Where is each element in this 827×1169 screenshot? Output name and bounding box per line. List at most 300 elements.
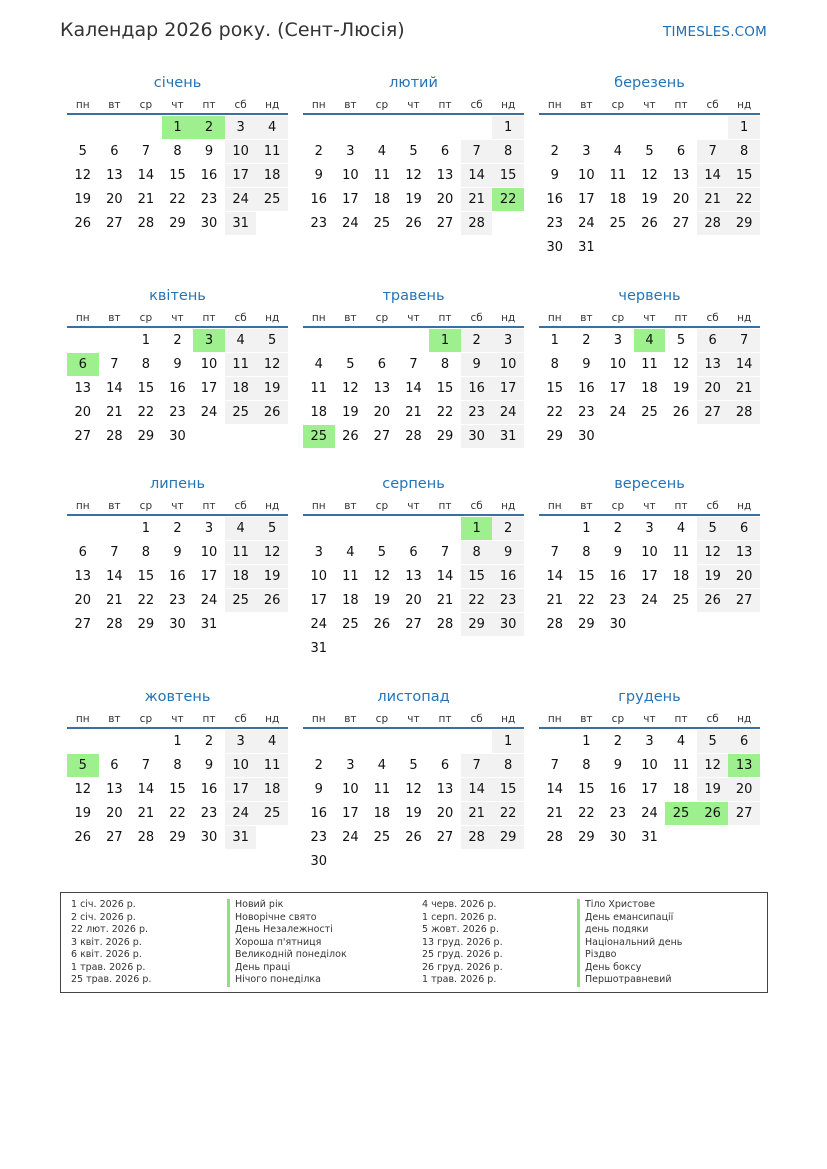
day-cell: 12 (256, 541, 288, 564)
month-10 (67, 687, 288, 850)
empty-cell (697, 116, 729, 139)
day-cell: 13 (697, 353, 729, 376)
day-cell: 3 (645, 521, 654, 536)
empty-cell (429, 517, 461, 540)
page-title: Календар 2026 року. (Сент-Люсія) (60, 19, 405, 41)
day-cell: 28 (697, 212, 729, 235)
day-cell: 28 (106, 429, 123, 444)
legend-date: 22 лют. 2026 р. (71, 924, 148, 935)
day-cell: 26 (74, 830, 92, 845)
day-cell: 30 (609, 617, 627, 632)
day-cell: 9 (314, 782, 323, 797)
day-cell: 13 (436, 168, 454, 183)
weekday-label: нд (501, 713, 516, 725)
day-cell: 12 (697, 541, 729, 564)
holiday-day-cell: 3 (193, 329, 225, 352)
day-cell: 3 (346, 144, 355, 159)
day-cell: 13 (74, 381, 92, 396)
legend-names-col-2 (577, 899, 682, 987)
weekday-label: пт (674, 99, 688, 111)
day-cell: 16 (310, 806, 328, 821)
weekday-label: нд (737, 500, 752, 512)
day-cell: 7 (550, 545, 559, 560)
day-cell: 14 (546, 569, 564, 584)
empty-cell (130, 730, 162, 753)
day-cell: 26 (405, 216, 422, 231)
day-cell: 19 (405, 806, 422, 821)
day-cell: 10 (492, 353, 524, 376)
legend-date: 6 квіт. 2026 р. (71, 949, 142, 960)
day-cell: 27 (74, 429, 92, 444)
day-cell: 22 (169, 806, 186, 821)
weekday-label: чт (407, 99, 420, 111)
day-cell: 16 (546, 192, 564, 207)
empty-cell (366, 730, 398, 753)
day-cell: 26 (256, 589, 288, 612)
day-cell: 8 (728, 140, 760, 163)
weekday-label: сб (470, 500, 483, 512)
day-cell: 8 (582, 545, 591, 560)
day-cell: 5 (409, 758, 418, 773)
day-cell: 6 (78, 545, 87, 560)
day-cell: 29 (461, 613, 493, 636)
day-cell: 10 (200, 545, 218, 560)
day-cell: 28 (546, 830, 564, 845)
day-cell: 13 (74, 569, 92, 584)
legend-holiday-name: Першотравневий (577, 974, 682, 987)
weekday-label: вт (580, 312, 593, 324)
day-cell: 21 (405, 405, 422, 420)
day-cell: 15 (137, 381, 155, 396)
day-cell: 30 (310, 854, 328, 869)
weekday-label: ср (375, 312, 389, 324)
weekday-header (539, 712, 760, 729)
day-cell: 27 (373, 429, 391, 444)
day-cell: 18 (342, 593, 359, 608)
day-cell: 8 (173, 758, 182, 773)
day-cell: 12 (74, 168, 92, 183)
day-cell: 16 (200, 168, 218, 183)
month-name: серпень (382, 476, 445, 492)
weekday-label: пн (547, 99, 562, 111)
weekday-label: сб (706, 99, 719, 111)
day-cell: 14 (461, 778, 493, 801)
weekday-label: чт (643, 713, 656, 725)
weekday-label: вт (580, 99, 593, 111)
day-cell: 17 (342, 806, 359, 821)
day-cell: 26 (256, 401, 288, 424)
day-cell: 11 (256, 140, 288, 163)
empty-cell (539, 116, 571, 139)
weekday-label: пн (311, 99, 326, 111)
day-cell: 5 (697, 730, 729, 753)
legend-holiday-name: Нічого понеділка (227, 974, 347, 987)
holiday-day-cell: 4 (634, 329, 666, 352)
day-cell: 8 (141, 357, 151, 372)
day-cell: 19 (342, 405, 359, 420)
day-cell: 4 (613, 144, 623, 159)
weekday-header (303, 712, 524, 729)
day-cell: 25 (256, 188, 288, 211)
day-cell: 17 (200, 569, 218, 584)
day-cell: 6 (697, 329, 729, 352)
day-cell: 5 (676, 333, 686, 348)
day-cell: 8 (492, 754, 524, 777)
day-cell: 12 (641, 168, 658, 183)
weekday-header (67, 311, 288, 328)
day-cell: 19 (641, 192, 658, 207)
day-cell: 31 (578, 240, 595, 255)
day-cell: 10 (225, 140, 257, 163)
day-cell: 7 (728, 329, 760, 352)
empty-cell (366, 329, 398, 352)
month-name: квітень (149, 288, 206, 304)
empty-cell (602, 116, 634, 139)
day-cell: 22 (578, 806, 595, 821)
day-cell: 31 (225, 826, 257, 849)
empty-cell (398, 116, 430, 139)
day-cell: 13 (672, 168, 690, 183)
day-cell: 2 (492, 517, 524, 540)
empty-cell (67, 730, 99, 753)
day-cell: 7 (461, 140, 493, 163)
day-cell: 30 (492, 613, 524, 636)
day-cell: 24 (609, 405, 627, 420)
day-cell: 31 (310, 641, 328, 656)
day-cell: 26 (641, 216, 658, 231)
day-cell: 9 (550, 168, 559, 183)
empty-cell (130, 116, 162, 139)
weekday-label: пт (438, 713, 452, 725)
day-cell: 27 (106, 216, 123, 231)
weekday-label: пт (202, 713, 216, 725)
weekday-label: пт (438, 99, 452, 111)
month-7 (67, 474, 288, 637)
day-cell: 22 (169, 192, 186, 207)
day-cell: 17 (609, 381, 627, 396)
day-cell: 15 (728, 164, 760, 187)
day-cell: 19 (74, 192, 92, 207)
day-cell: 20 (697, 377, 729, 400)
day-cell: 23 (169, 405, 186, 420)
day-cell: 12 (373, 569, 391, 584)
day-cell: 27 (728, 802, 760, 825)
day-cell: 29 (492, 826, 524, 849)
day-cell: 8 (141, 545, 151, 560)
day-cell: 25 (256, 802, 288, 825)
empty-cell (366, 517, 398, 540)
day-cell: 22 (728, 188, 760, 211)
day-cell: 25 (373, 830, 391, 845)
day-cell: 11 (310, 381, 328, 396)
legend-date: 25 трав. 2026 р. (71, 974, 152, 985)
weekday-label: чт (407, 500, 420, 512)
day-cell: 17 (492, 377, 524, 400)
day-cell: 4 (377, 144, 387, 159)
day-cell: 19 (256, 377, 288, 400)
month-name: червень (618, 288, 681, 304)
day-cell: 8 (461, 541, 493, 564)
weekday-label: чт (407, 312, 420, 324)
weekday-label: нд (737, 312, 752, 324)
weekday-label: нд (737, 713, 752, 725)
weekday-header (303, 311, 524, 328)
empty-cell (335, 116, 367, 139)
weekday-label: чт (171, 500, 184, 512)
day-cell: 14 (106, 569, 123, 584)
weekday-label: пт (202, 312, 216, 324)
day-cell: 22 (137, 593, 155, 608)
day-cell: 13 (728, 541, 760, 564)
day-cell: 27 (106, 830, 123, 845)
day-cell: 16 (169, 569, 186, 584)
days-grid (67, 329, 288, 449)
day-cell: 11 (672, 545, 690, 560)
month-name: листопад (377, 689, 450, 705)
day-cell: 20 (728, 565, 760, 588)
day-cell: 1 (141, 333, 151, 348)
month-name: березень (614, 75, 685, 91)
weekday-label: ср (139, 713, 153, 725)
day-cell: 3 (582, 144, 591, 159)
day-cell: 5 (78, 144, 87, 159)
day-cell: 22 (546, 405, 564, 420)
day-cell: 26 (672, 405, 690, 420)
day-cell: 6 (676, 144, 686, 159)
day-cell: 28 (728, 401, 760, 424)
day-cell: 28 (461, 212, 493, 235)
weekday-label: вт (580, 713, 593, 725)
weekday-label: ср (611, 312, 625, 324)
day-cell: 22 (436, 405, 454, 420)
empty-cell (539, 730, 571, 753)
empty-cell (429, 116, 461, 139)
day-cell: 31 (200, 617, 218, 632)
day-cell: 26 (405, 830, 422, 845)
site-link[interactable]: TIMESLES.COM (663, 24, 767, 40)
weekday-label: нд (265, 500, 280, 512)
legend-holiday-name: Хороша п'ятниця (227, 937, 347, 950)
day-cell: 15 (169, 168, 186, 183)
day-cell: 28 (461, 826, 493, 849)
day-cell: 6 (728, 517, 760, 540)
day-cell: 12 (342, 381, 359, 396)
legend-date: 3 квіт. 2026 р. (71, 936, 142, 948)
day-cell: 14 (728, 353, 760, 376)
weekday-label: ср (375, 500, 389, 512)
day-cell: 2 (314, 758, 323, 773)
day-cell: 2 (461, 329, 493, 352)
empty-cell (335, 730, 367, 753)
day-cell: 29 (578, 617, 595, 632)
holiday-day-cell: 2 (193, 116, 225, 139)
day-cell: 3 (225, 116, 257, 139)
empty-cell (539, 517, 571, 540)
day-cell: 4 (346, 545, 355, 560)
day-cell: 19 (697, 778, 729, 801)
empty-cell (461, 116, 493, 139)
day-cell: 29 (578, 830, 595, 845)
legend-names-col-1 (227, 899, 347, 987)
day-cell: 11 (672, 758, 690, 773)
weekday-label: пн (311, 713, 326, 725)
day-cell: 1 (582, 734, 591, 749)
day-cell: 18 (225, 565, 257, 588)
day-cell: 11 (342, 569, 359, 584)
day-cell: 10 (310, 569, 328, 584)
days-grid (539, 730, 760, 850)
day-cell: 12 (405, 782, 422, 797)
holiday-day-cell: 25 (303, 425, 335, 448)
day-cell: 6 (440, 144, 450, 159)
weekday-label: пт (438, 312, 452, 324)
day-cell: 1 (492, 730, 524, 753)
day-cell: 27 (672, 216, 690, 231)
day-cell: 27 (405, 617, 422, 632)
day-cell: 8 (492, 140, 524, 163)
day-cell: 16 (609, 782, 627, 797)
day-cell: 9 (461, 353, 493, 376)
weekday-header (539, 311, 760, 328)
day-cell: 26 (74, 216, 92, 231)
day-cell: 20 (672, 192, 690, 207)
weekday-label: вт (344, 500, 357, 512)
day-cell: 24 (578, 216, 595, 231)
day-cell: 6 (728, 730, 760, 753)
day-cell: 18 (310, 405, 328, 420)
day-cell: 2 (204, 734, 214, 749)
empty-cell (429, 730, 461, 753)
weekday-label: нд (265, 312, 280, 324)
day-cell: 9 (173, 357, 182, 372)
legend-holiday-name: День праці (227, 962, 347, 975)
day-cell: 7 (141, 144, 151, 159)
day-cell: 10 (641, 758, 658, 773)
day-cell: 21 (137, 192, 155, 207)
weekday-label: ср (375, 713, 389, 725)
legend-date: 1 січ. 2026 р. (71, 899, 136, 910)
legend-holiday-name: День боксу (577, 962, 682, 975)
weekday-label: пт (438, 500, 452, 512)
day-cell: 18 (373, 192, 391, 207)
day-cell: 30 (169, 617, 186, 632)
day-cell: 2 (613, 521, 623, 536)
weekday-label: сб (470, 99, 483, 111)
day-cell: 22 (137, 405, 155, 420)
day-cell: 21 (461, 188, 493, 211)
legend-date: 13 груд. 2026 р. (422, 936, 503, 948)
day-cell: 11 (609, 168, 627, 183)
weekday-label: пн (311, 500, 326, 512)
day-cell: 24 (200, 593, 218, 608)
day-cell: 4 (225, 517, 257, 540)
day-cell: 20 (373, 405, 391, 420)
weekday-label: сб (470, 713, 483, 725)
day-cell: 18 (672, 782, 690, 797)
day-cell: 19 (373, 593, 391, 608)
day-cell: 17 (342, 192, 359, 207)
day-cell: 20 (74, 593, 92, 608)
day-cell: 9 (314, 168, 323, 183)
day-cell: 1 (492, 116, 524, 139)
weekday-label: вт (108, 312, 121, 324)
weekday-label: чт (171, 312, 184, 324)
weekday-label: нд (501, 99, 516, 111)
legend-holiday-name: Новорічне свято (227, 912, 347, 925)
holiday-day-cell: 13 (728, 754, 760, 777)
day-cell: 8 (440, 357, 450, 372)
day-cell: 6 (110, 144, 119, 159)
empty-cell (665, 116, 697, 139)
day-cell: 28 (546, 617, 564, 632)
day-cell: 14 (106, 381, 123, 396)
legend-holiday-name: Тіло Христове (577, 899, 682, 912)
empty-cell (303, 329, 335, 352)
day-cell: 5 (256, 329, 288, 352)
weekday-header (303, 98, 524, 115)
day-cell: 11 (225, 353, 257, 376)
weekday-label: пн (75, 312, 90, 324)
day-cell: 23 (492, 589, 524, 612)
day-cell: 27 (728, 589, 760, 612)
day-cell: 9 (204, 758, 214, 773)
weekday-label: сб (234, 500, 247, 512)
day-cell: 24 (342, 216, 359, 231)
day-cell: 21 (106, 405, 123, 420)
day-cell: 7 (110, 545, 119, 560)
month-11 (303, 687, 524, 874)
day-cell: 15 (492, 778, 524, 801)
day-cell: 23 (310, 216, 328, 231)
day-cell: 19 (672, 381, 690, 396)
day-cell: 6 (440, 758, 450, 773)
month-name: січень (153, 75, 202, 91)
day-cell: 25 (373, 216, 391, 231)
weekday-header (67, 712, 288, 729)
day-cell: 1 (550, 333, 559, 348)
day-cell: 3 (346, 758, 355, 773)
weekday-label: вт (344, 713, 357, 725)
day-cell: 28 (436, 617, 454, 632)
weekday-label: ср (611, 500, 625, 512)
day-cell: 19 (405, 192, 422, 207)
day-cell: 27 (436, 216, 454, 231)
day-cell: 7 (461, 754, 493, 777)
day-cell: 13 (106, 168, 123, 183)
legend-holiday-name: Великодній понеділок (227, 949, 347, 962)
weekday-header (539, 499, 760, 516)
day-cell: 24 (641, 593, 658, 608)
day-cell: 28 (137, 830, 155, 845)
day-cell: 18 (256, 778, 288, 801)
day-cell: 30 (609, 830, 627, 845)
legend-date: 4 черв. 2026 р. (422, 899, 497, 910)
weekday-label: пн (311, 312, 326, 324)
weekday-label: нд (265, 99, 280, 111)
weekday-label: ср (139, 500, 153, 512)
holiday-day-cell: 6 (67, 353, 99, 376)
day-cell: 21 (546, 806, 564, 821)
day-cell: 27 (697, 401, 729, 424)
day-cell: 9 (173, 545, 182, 560)
day-cell: 1 (173, 734, 182, 749)
empty-cell (99, 116, 131, 139)
day-cell: 3 (645, 734, 654, 749)
holiday-day-cell: 25 (665, 802, 697, 825)
day-cell: 15 (169, 782, 186, 797)
day-cell: 7 (697, 140, 729, 163)
legend-date: 1 трав. 2026 р. (71, 961, 146, 973)
